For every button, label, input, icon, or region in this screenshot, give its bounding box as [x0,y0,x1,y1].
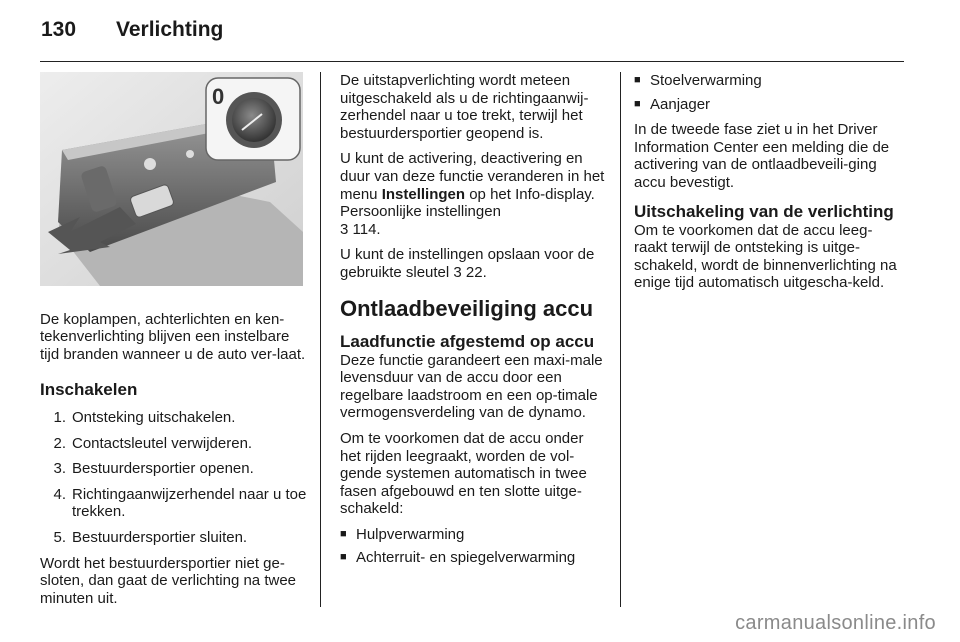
menu-name: Instellingen [381,185,466,203]
column-divider-1 [320,72,321,607]
paragraph: U kunt de activering, deactivering en duur van deze functie veranderen in het menu Instellingen op het Info-display. Persoonlijke instellingen 3 114. [340,150,605,238]
list-item: 1. Ontsteking uitschakelen. [53,408,236,426]
section-heading-inschakelen: Inschakelen [40,380,138,400]
page-reference: 3 22. [453,263,487,281]
intro-paragraph: De koplampen, achterlichten en ken-tekenverlichting blijven een instelbare tijd branden wanneer u de auto ver-laat. [40,310,306,363]
watermark: carmanualsonline.info [735,612,936,634]
subsection-heading-laadfunctie: Laadfunctie afgestemd op accu [340,331,595,351]
list-item: ■ Hulpverwarming [340,525,465,543]
paragraph: De uitstapverlichting wordt meteen uitgeschakeld als u de richtingaanwij-zerhendel naar u toe trekt, terwijl het bestuurdersportier geopend is. [340,72,589,142]
stalk-illustration [40,72,303,286]
inset-label: 0 [212,84,225,109]
column-2 [340,72,608,575]
bullet-list [340,526,608,567]
paragraph: U kunt de instellingen opslaan voor de gebruikte sleutel 3 22. [340,246,595,281]
paragraph: Om te voorkomen dat de accu onder het rijden leegraakt, worden de vol-gende systemen automatisch in twee fasen afgebouwd en ten slotte uitge-schakeld: [340,429,587,518]
page-reference: 3 114. [340,220,381,238]
column-divider-2 [620,72,621,607]
list-item: 2. Contactsleutel verwijderen. [53,434,253,452]
page-title: Verlichting [116,18,224,41]
paragraph: Deze functie garandeert een maxi-male levensduur van de accu door een regelbare laadstroom en een op-timale vermogensverdeling van de dynamo. [340,351,603,422]
bullet-list [634,72,902,113]
list-item: ■ Stoelverwarming [634,72,762,89]
section-heading-ontlaadbeveiliging: Ontlaadbeveiliging accu [340,295,594,321]
paragraph: Om te voorkomen dat de accu leeg-raakt terwijl de ontsteking is uitge-schakeld, wordt de binnenverlichting na enige tijd automatisch uitgescha-keld. [634,221,897,292]
list-item: ■ Aanjager [634,95,711,113]
list-item: ■ Achterruit- en spiegelverwarming [340,549,576,567]
steps-list [40,409,308,547]
page-number: 130 [41,18,77,41]
header-rule [40,61,904,62]
column-1 [40,72,308,615]
list-item: 5. Bestuurdersportier sluiten. [53,528,248,546]
list-item: 4. Richtingaanwijzerhendel naar u toe trekken. [53,485,307,521]
column-3 [634,72,902,300]
closing-paragraph: Wordt het bestuurdersportier niet ge-sloten, dan gaat de verlichting na twee minuten uit. [40,554,297,607]
list-item: 3. Bestuurdersportier openen. [53,460,254,478]
paragraph: In de tweede fase ziet u in het Driver Information Center een melding die de activering van de ontlaadbeveili-ging accu bevestigt. [634,121,890,191]
subsection-heading-uitschakeling: Uitschakeling van de verlichting [634,201,894,221]
